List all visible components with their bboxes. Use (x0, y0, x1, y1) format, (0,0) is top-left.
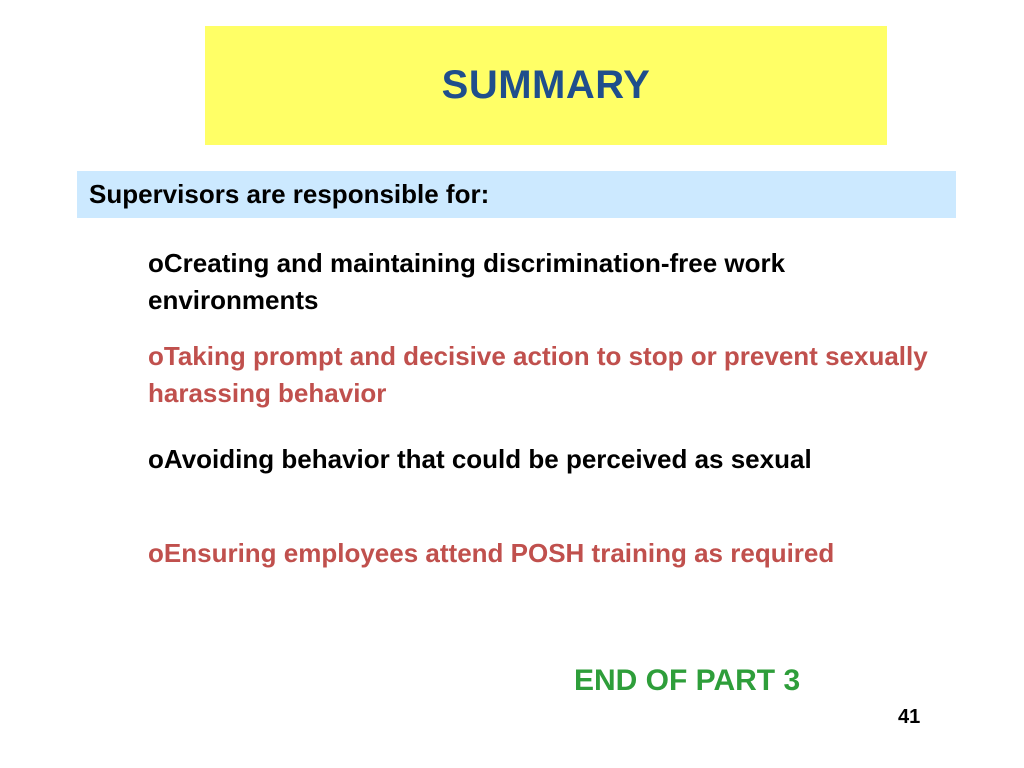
slide-title: SUMMARY (441, 63, 651, 107)
bullet-marker: o (148, 444, 164, 474)
bullet-marker: o (148, 538, 164, 568)
slide-subtitle: Supervisors are responsible for: (89, 179, 490, 209)
subtitle-banner (77, 171, 956, 218)
bullet-text: Creating and maintaining discrimination-free work environments (148, 248, 786, 315)
bullet-item (148, 338, 948, 412)
bullet-text: Taking prompt and decisive action to stop or prevent sexually harassing behavior (148, 341, 928, 408)
bullet-item (148, 245, 948, 319)
page-number: 41 (898, 706, 921, 728)
title-banner (205, 26, 887, 145)
end-of-part-label: END OF PART 3 (574, 664, 801, 697)
bullet-text: Avoiding behavior that could be perceived as sexual (163, 444, 812, 474)
bullet-text: Ensuring employees attend POSH training as required (163, 538, 835, 568)
bullet-marker: o (148, 248, 164, 278)
bullet-item (148, 441, 948, 478)
bullet-marker: o (148, 341, 164, 371)
bullet-item (148, 535, 948, 572)
